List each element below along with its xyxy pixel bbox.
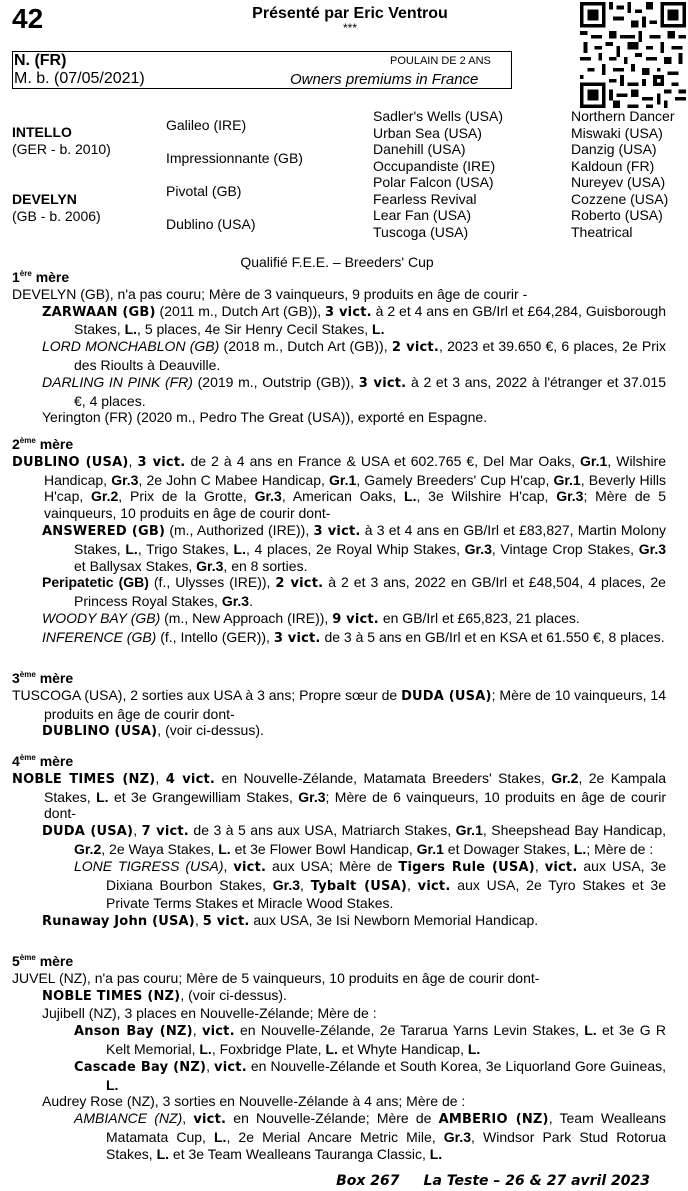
presenter: Présenté par Eric Ventrou — [252, 5, 448, 22]
section-heading: 2ème mère — [12, 436, 74, 452]
footer — [0, 1173, 650, 1190]
pedigree-paragraph: LONE TIGRESS (USA), vict. aux USA; Mère de Tigers Rule (USA), vict. aux USA, 3e Dixiana Bourbon Stakes, Gr.3, Tybalt (USA), vict. aux USA, 2e Tyro Stakes et 3e Private Terms Stakes et Miracle Wood Stakes. — [74, 857, 667, 912]
pedigree-paragraph: DUDA (USA), 7 vict. de 3 à 5 ans aux USA, Matriarch Stakes, Gr.1, Sheepshead Bay Handicap, Gr.2, 2e Waya Stakes, L. et 3e Flower Bowl Handicap, Gr.1 et Dowager Stakes, L.; Mère de : — [42, 822, 667, 857]
pedigree-gen2-item: Galileo (IRE) — [166, 117, 247, 133]
pedigree-paragraph: Cascade Bay (NZ), vict. en Nouvelle-Zélande et South Korea, 3e Liquorland Gore Guineas, L. — [74, 1057, 666, 1093]
pedigree-gen4-item: Cozzene (USA) — [571, 190, 669, 207]
sire-name: INTELLO — [12, 124, 72, 140]
pedigree-gen3-item: Fearless Revival — [373, 190, 477, 207]
sex-age: POULAIN DE 2 ANS — [390, 55, 491, 67]
pedigree-paragraph: DEVELYN (GB), n'a pas couru; Mère de 3 vainqueurs, 9 produits en âge de courir - — [12, 285, 528, 302]
pedigree-paragraph: LORD MONCHABLON (GB) (2018 m., Dutch Art (GB)), 2 vict., 2023 et 39.650 €, 6 places, 2e Prix des Rioults à Deauville. — [42, 338, 666, 373]
dam-info: (GB - b. 2006) — [12, 208, 101, 224]
qualification: Qualifié F.E.E. – Breeders' Cup — [240, 254, 434, 270]
third-dam-section — [12, 670, 666, 741]
pedigree-paragraph: TUSCOGA (USA), 2 sorties aux USA à 3 ans; Propre sœur de DUDA (USA); Mère de 10 vainqueurs, 14 produits en âge de courir dont- — [12, 686, 666, 722]
pedigree-gen3-item: Urban Sea (USA) — [373, 124, 482, 141]
owners-premiums: Owners premiums in France — [290, 71, 479, 88]
pedigree-gen4-item: Miswaki (USA) — [571, 124, 663, 141]
pedigree-paragraph: NOBLE TIMES (NZ), (voir ci-dessus). — [42, 986, 287, 1004]
pedigree-paragraph: Yerington (FR) (2020 m., Pedro The Great (USA)), exporté en Espagne. — [42, 409, 488, 426]
pedigree-gen4-item: Kaldoun (FR) — [571, 157, 655, 174]
pedigree-gen3-item: Danehill (USA) — [373, 141, 466, 157]
pedigree-paragraph: Runaway John (USA), 5 vict. aux USA, 3e Isi Newborn Memorial Handicap. — [42, 912, 539, 930]
pedigree-gen3-item: Polar Falcon (USA) — [373, 174, 494, 190]
box-number: Box 267 — [336, 1173, 400, 1189]
pedigree-gen4-item: Roberto (USA) — [571, 207, 663, 223]
pedigree-gen4-item: Northern Dancer — [571, 108, 675, 124]
section-heading: 5ème mère — [12, 953, 74, 969]
pedigree-gen2-item: Impressionnante (GB) — [166, 150, 303, 166]
pedigree-gen4-item: Nureyev (USA) — [571, 174, 666, 190]
pedigree-paragraph: INFERENCE (GB) (f., Intello (GER)), 3 vict. de 3 à 5 ans en GB/Irl et en KSA et 61.550 €, 8 places. — [42, 628, 665, 646]
section-heading: 1ère mère — [12, 269, 70, 285]
sale-info: La Teste – 26 & 27 avril 2023 — [423, 1173, 650, 1189]
birth-info: M. b. (07/05/2021) — [14, 70, 145, 87]
pedigree-paragraph: Jujibell (NZ), 3 places en Nouvelle-Zélande; Mère de : — [42, 1005, 377, 1022]
qr-code-icon — [580, 2, 686, 108]
section-heading: 3ème mère — [12, 670, 74, 686]
pedigree-gen3-item: Lear Fan (USA) — [373, 207, 472, 223]
pedigree-paragraph: DARLING IN PINK (FR) (2019 m., Outstrip (GB)), 3 vict. à 2 et 3 ans, 2022 à l'étranger et 37.015 €, 4 places. — [42, 373, 666, 409]
pedigree-paragraph: NOBLE TIMES (NZ), 4 vict. en Nouvelle-Zélande, Matamata Breeders' Stakes, Gr.2, 2e Kampala Stakes, L. et 3e Grangewilliam Stakes, Gr.3; Mère de 6 vainqueurs, 10 produits en âge de courir dont- — [12, 769, 667, 822]
pedigree-paragraph: DUBLINO (USA), (voir ci-dessus). — [42, 722, 264, 740]
pedigree-gen3-item: Tuscoga (USA) — [373, 223, 469, 240]
pedigree-gen2-item: Dublino (USA) — [166, 216, 256, 232]
pedigree-gen4-item: Theatrical — [571, 223, 633, 240]
section-heading: 4ème mère — [12, 753, 74, 769]
dam-name: DEVELYN — [12, 191, 77, 207]
pedigree-gen3-item: Sadler's Wells (USA) — [373, 108, 503, 124]
pedigree-paragraph: AMBIANCE (NZ), vict. en Nouvelle-Zélande; Mère de AMBERIO (NZ), Team Wealleans Matamata Cup, L., 2e Merial Ancare Metric Mile, Gr.3, Windsor Park Stud Rotorua Stakes, L. et 3e Team Wealleans Tauranga Classic, L. — [74, 1110, 667, 1162]
fourth-dam-section — [12, 753, 666, 931]
first-dam-section — [12, 269, 666, 426]
stars: *** — [342, 21, 357, 35]
pedigree-paragraph: Anson Bay (NZ), vict. en Nouvelle-Zélande, 2e Tararua Yarns Levin Stakes, L. et 3e G R Kelt Memorial, L., Foxbridge Plate, L. et Whyte Handicap, L. — [74, 1022, 666, 1057]
pedigree-paragraph: JUVEL (NZ), n'a pas couru; Mère de 5 vainqueurs, 10 produits en âge de courir dont- — [12, 969, 540, 986]
pedigree-paragraph: ZARWAAN (GB) (2011 m., Dutch Art (GB)), 3 vict. à 2 et 4 ans en GB/Irl et £64,284, Guisborough Stakes, L., 5 places, 4e Sir Henry Cecil Stakes, L. — [42, 302, 666, 338]
pedigree-gen3-item: Occupandiste (IRE) — [373, 157, 496, 174]
pedigree-paragraph: ANSWERED (GB) (m., Authorized (IRE)), 3 vict. à 3 et 4 ans en GB/Irl et £83,827, Martin Molony Stakes, L., Trigo Stakes, L., 4 places, 2e Royal Whip Stakes, Gr.3, Vintage Crop Stakes, Gr.3 et Ballysax Stakes, Gr.3, en 8 sorties. — [42, 521, 667, 574]
sire-info: (GER - b. 2010) — [12, 141, 111, 157]
pedigree-gen2-item: Pivotal (GB) — [166, 183, 242, 199]
lot-number: 42 — [12, 3, 44, 34]
pedigree-paragraph: Peripatetic (GB) (f., Ulysses (IRE)), 2 vict. à 2 et 3 ans, 2022 en GB/Irl et £48,504, 4 places, 2e Princess Royal Stakes, Gr.3. — [42, 574, 666, 610]
pedigree-paragraph: DUBLINO (USA), 3 vict. de 2 à 4 ans en France & USA et 602.765 €, Del Mar Oaks, Gr.1, Wilshire Handicap, Gr.3, 2e John C Mabee Handicap, Gr.1, Gamely Breeders' Cup H'cap, Gr.1, Beverly Hills H'cap, Gr.2, Prix de la Grotte, Gr.3, American Oaks, L., 3e Wilshire H'cap, Gr.3; Mère de 5 vainqueurs, 10 produits en âge de courir dont- — [12, 452, 667, 522]
pedigree-paragraph: Audrey Rose (NZ), 3 sorties en Nouvelle-Zélande à 4 ans; Mère de : — [42, 1093, 466, 1110]
second-dam-section — [12, 436, 666, 648]
fifth-dam-section — [12, 953, 666, 1163]
pedigree-paragraph: WOODY BAY (GB) (m., New Approach (IRE)), 9 vict. en GB/Irl et £65,823, 21 places. — [42, 609, 580, 627]
horse-name: N. (FR) — [14, 52, 67, 69]
pedigree-gen4-item: Danzig (USA) — [571, 141, 657, 157]
